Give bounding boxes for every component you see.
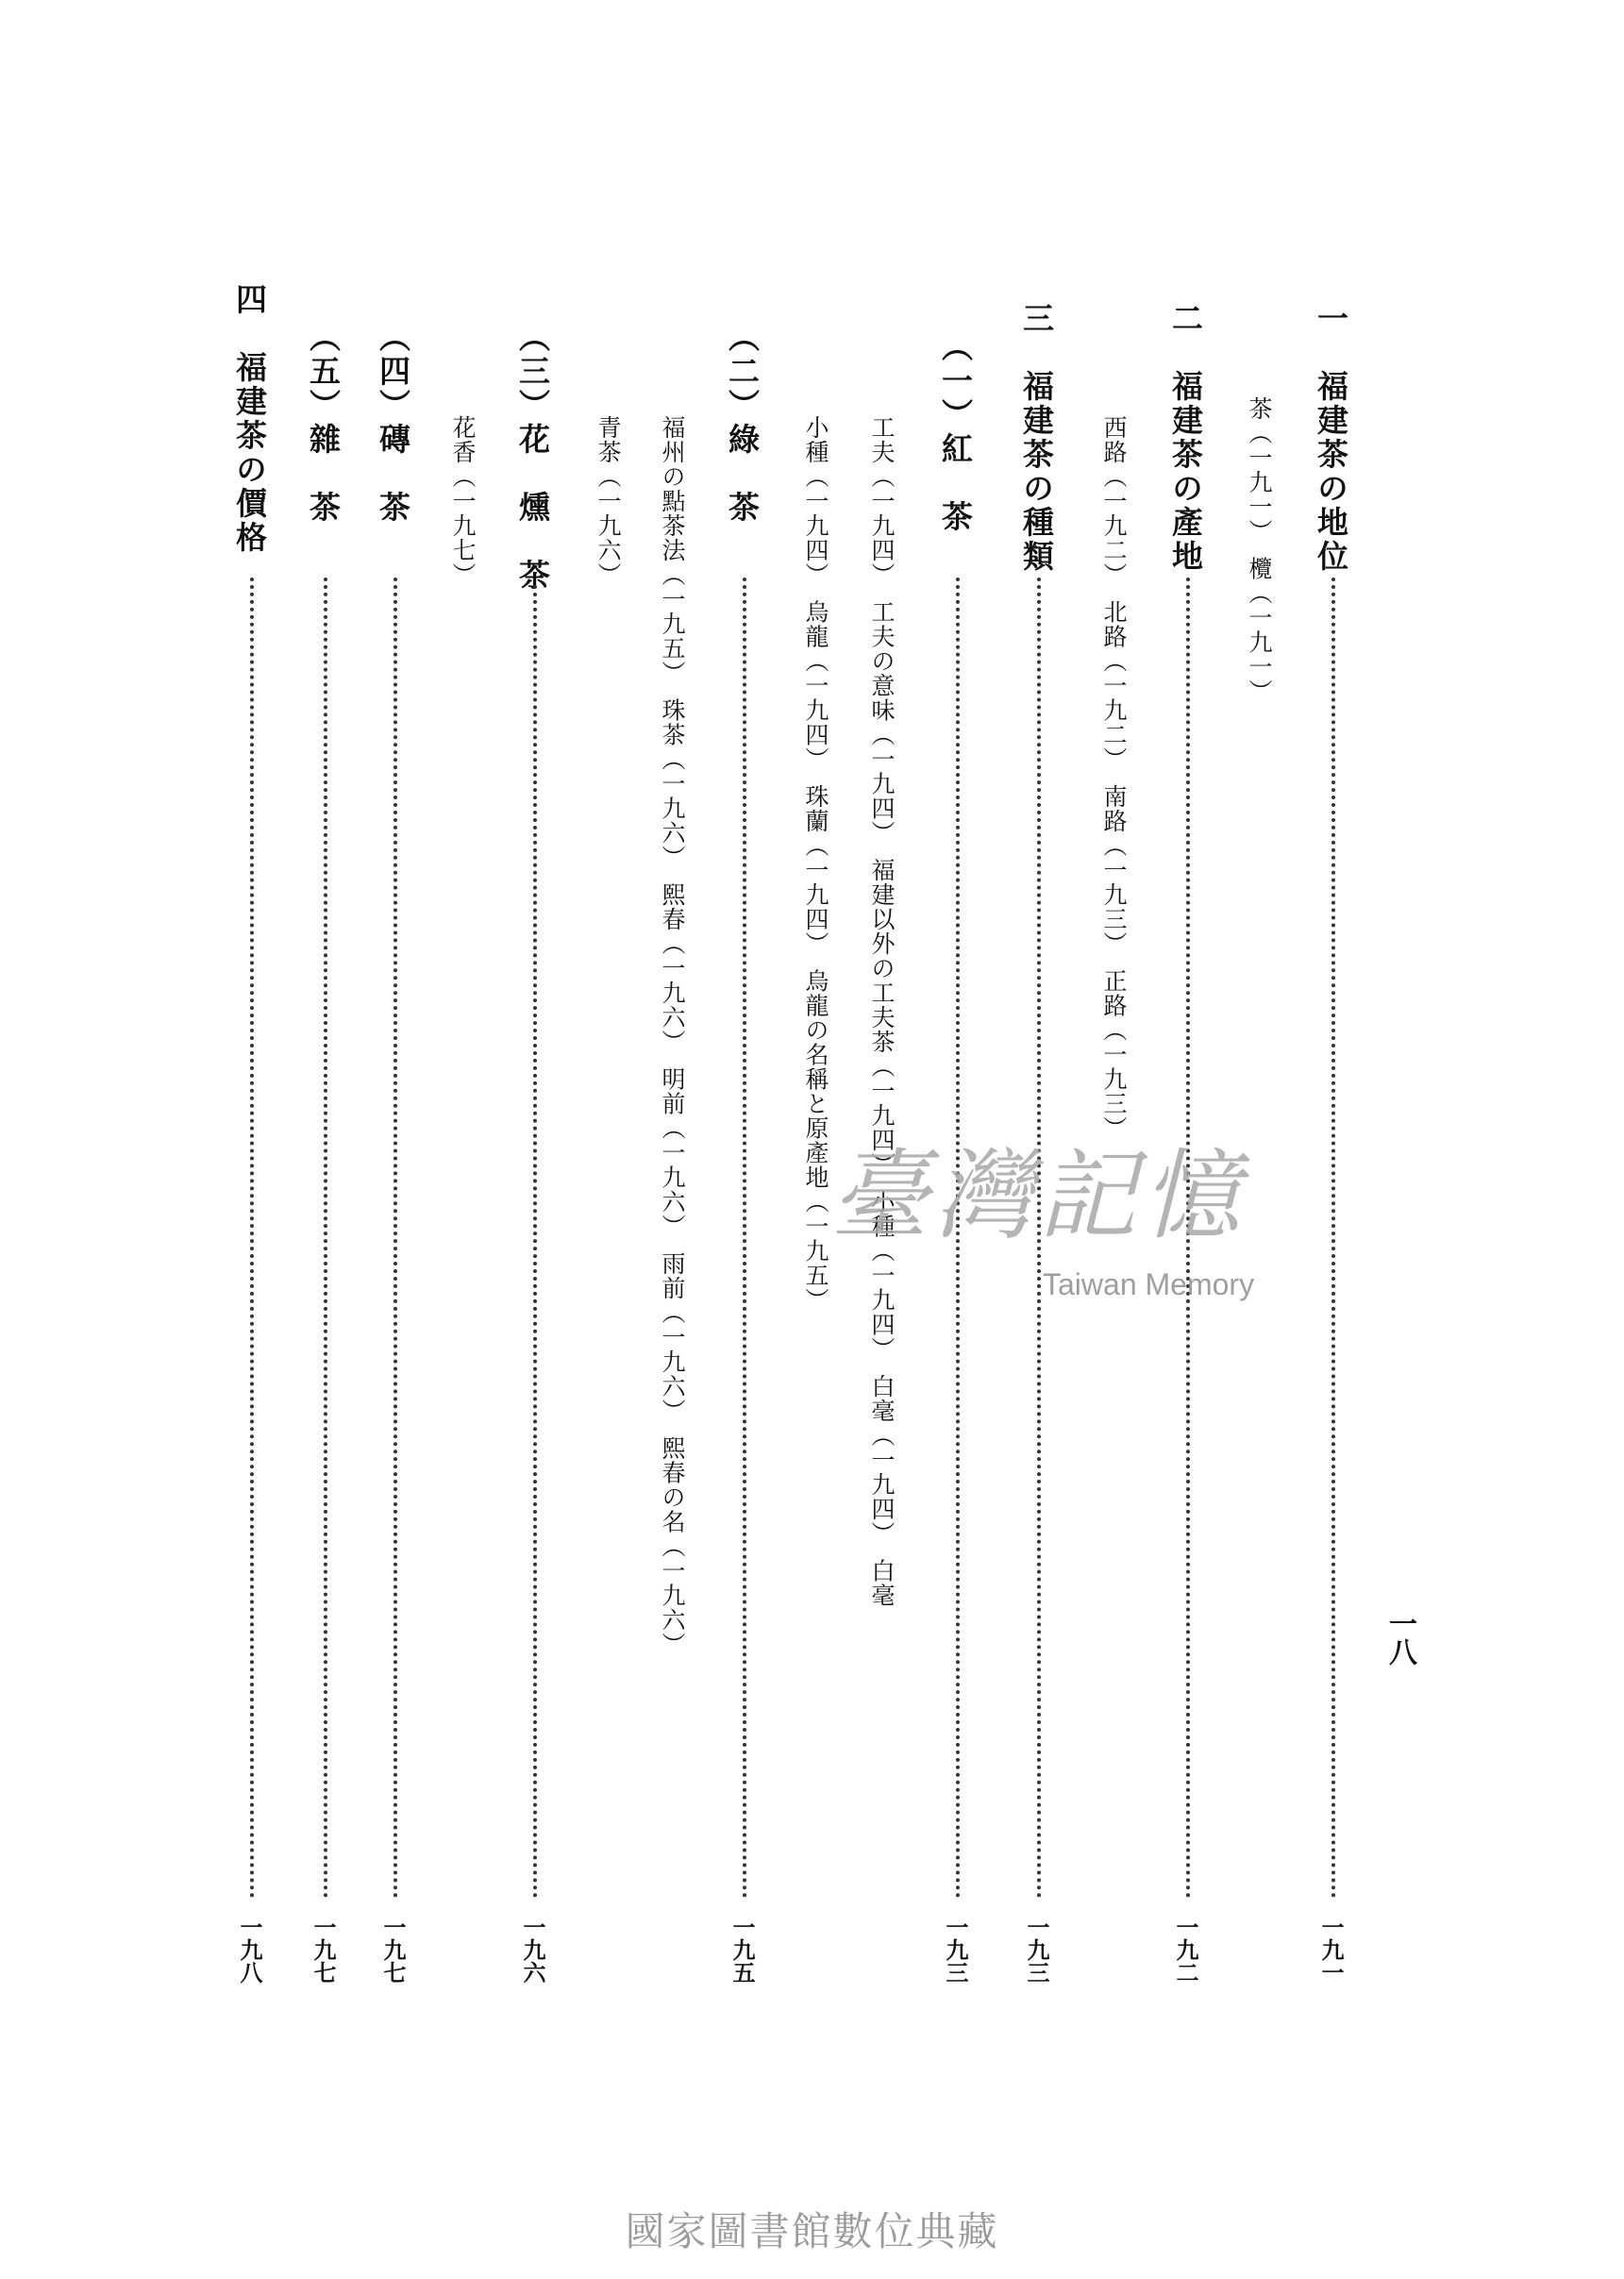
leader-dots [250,578,254,1899]
toc-page-3-1: 一九三 [942,1916,969,1984]
toc-page-4: 一九八 [236,1916,263,1984]
watermark [830,1138,1321,1326]
toc-sub-1: 茶（一九一） 欖（一九一） [1246,396,1273,704]
watermark-english-text: Taiwan Memory [1043,1267,1255,1301]
toc-sub-3-2a: 福州の點茶法（一九五） 珠茶（一九六） 熙春（一九六） 明前（一九六） 雨前（一九六） 熙春の名（一九六） [659,415,686,1657]
toc-heading-3-1: （一）紅 茶 [937,330,974,534]
toc-page-3-5: 一九七 [310,1916,337,1984]
toc-sub-3-1b: 小種（一九四） 烏龍（一九四） 珠蘭（一九四） 烏龍の名稱と原產地（一九五） [802,415,829,1313]
toc-page-2: 一九二 [1172,1916,1199,1984]
toc-heading-3-4: （四）磚 茶 [375,321,411,525]
toc-heading-3: 三 福建茶の種類 [1018,302,1055,574]
leader-dots [533,585,537,1899]
toc-heading-3-5: （五）雜 茶 [305,321,342,525]
leader-dots [1331,578,1335,1899]
toc-page-3: 一九三 [1023,1916,1050,1984]
leader-dots [393,578,397,1899]
watermark-cjk-text: 臺灣記憶 [830,1138,1247,1253]
toc-heading-1: 一 福建茶の地位 [1313,302,1349,574]
toc-heading-2: 二 福建茶の產地 [1167,302,1204,574]
toc-sub-2: 西路（一九二） 北路（一九二） 南路（一九三） 正路（一九三） [1100,415,1128,1141]
toc-page-1: 一九一 [1317,1916,1345,1984]
toc-sub-3-2b: 青茶（一九六） [594,415,622,587]
toc-page-3-2: 一九五 [728,1916,756,1984]
toc-sub-3-3: 花香（一九七） [449,415,477,587]
toc-sub-3-1a: 工夫（一九四） 工夫の意味（一九四） 福建以外の工夫茶（一九四） 小種（一九四） 白毫（一九四） 白毫 [868,415,896,1608]
footer-collection-label: 國家圖書館數位典藏 [625,2208,999,2254]
leader-dots [743,578,746,1899]
toc-heading-4: 四 福建茶の價格 [231,283,268,555]
toc-heading-3-3: （三）花 燻 茶 [514,321,551,593]
page-number: 一八 [1383,1609,1416,1666]
leader-dots [324,578,327,1899]
toc-page-3-4: 一九七 [379,1916,407,1984]
toc-page-3-3: 一九六 [519,1916,546,1984]
toc-heading-3-2: （二）綠 茶 [724,321,761,525]
